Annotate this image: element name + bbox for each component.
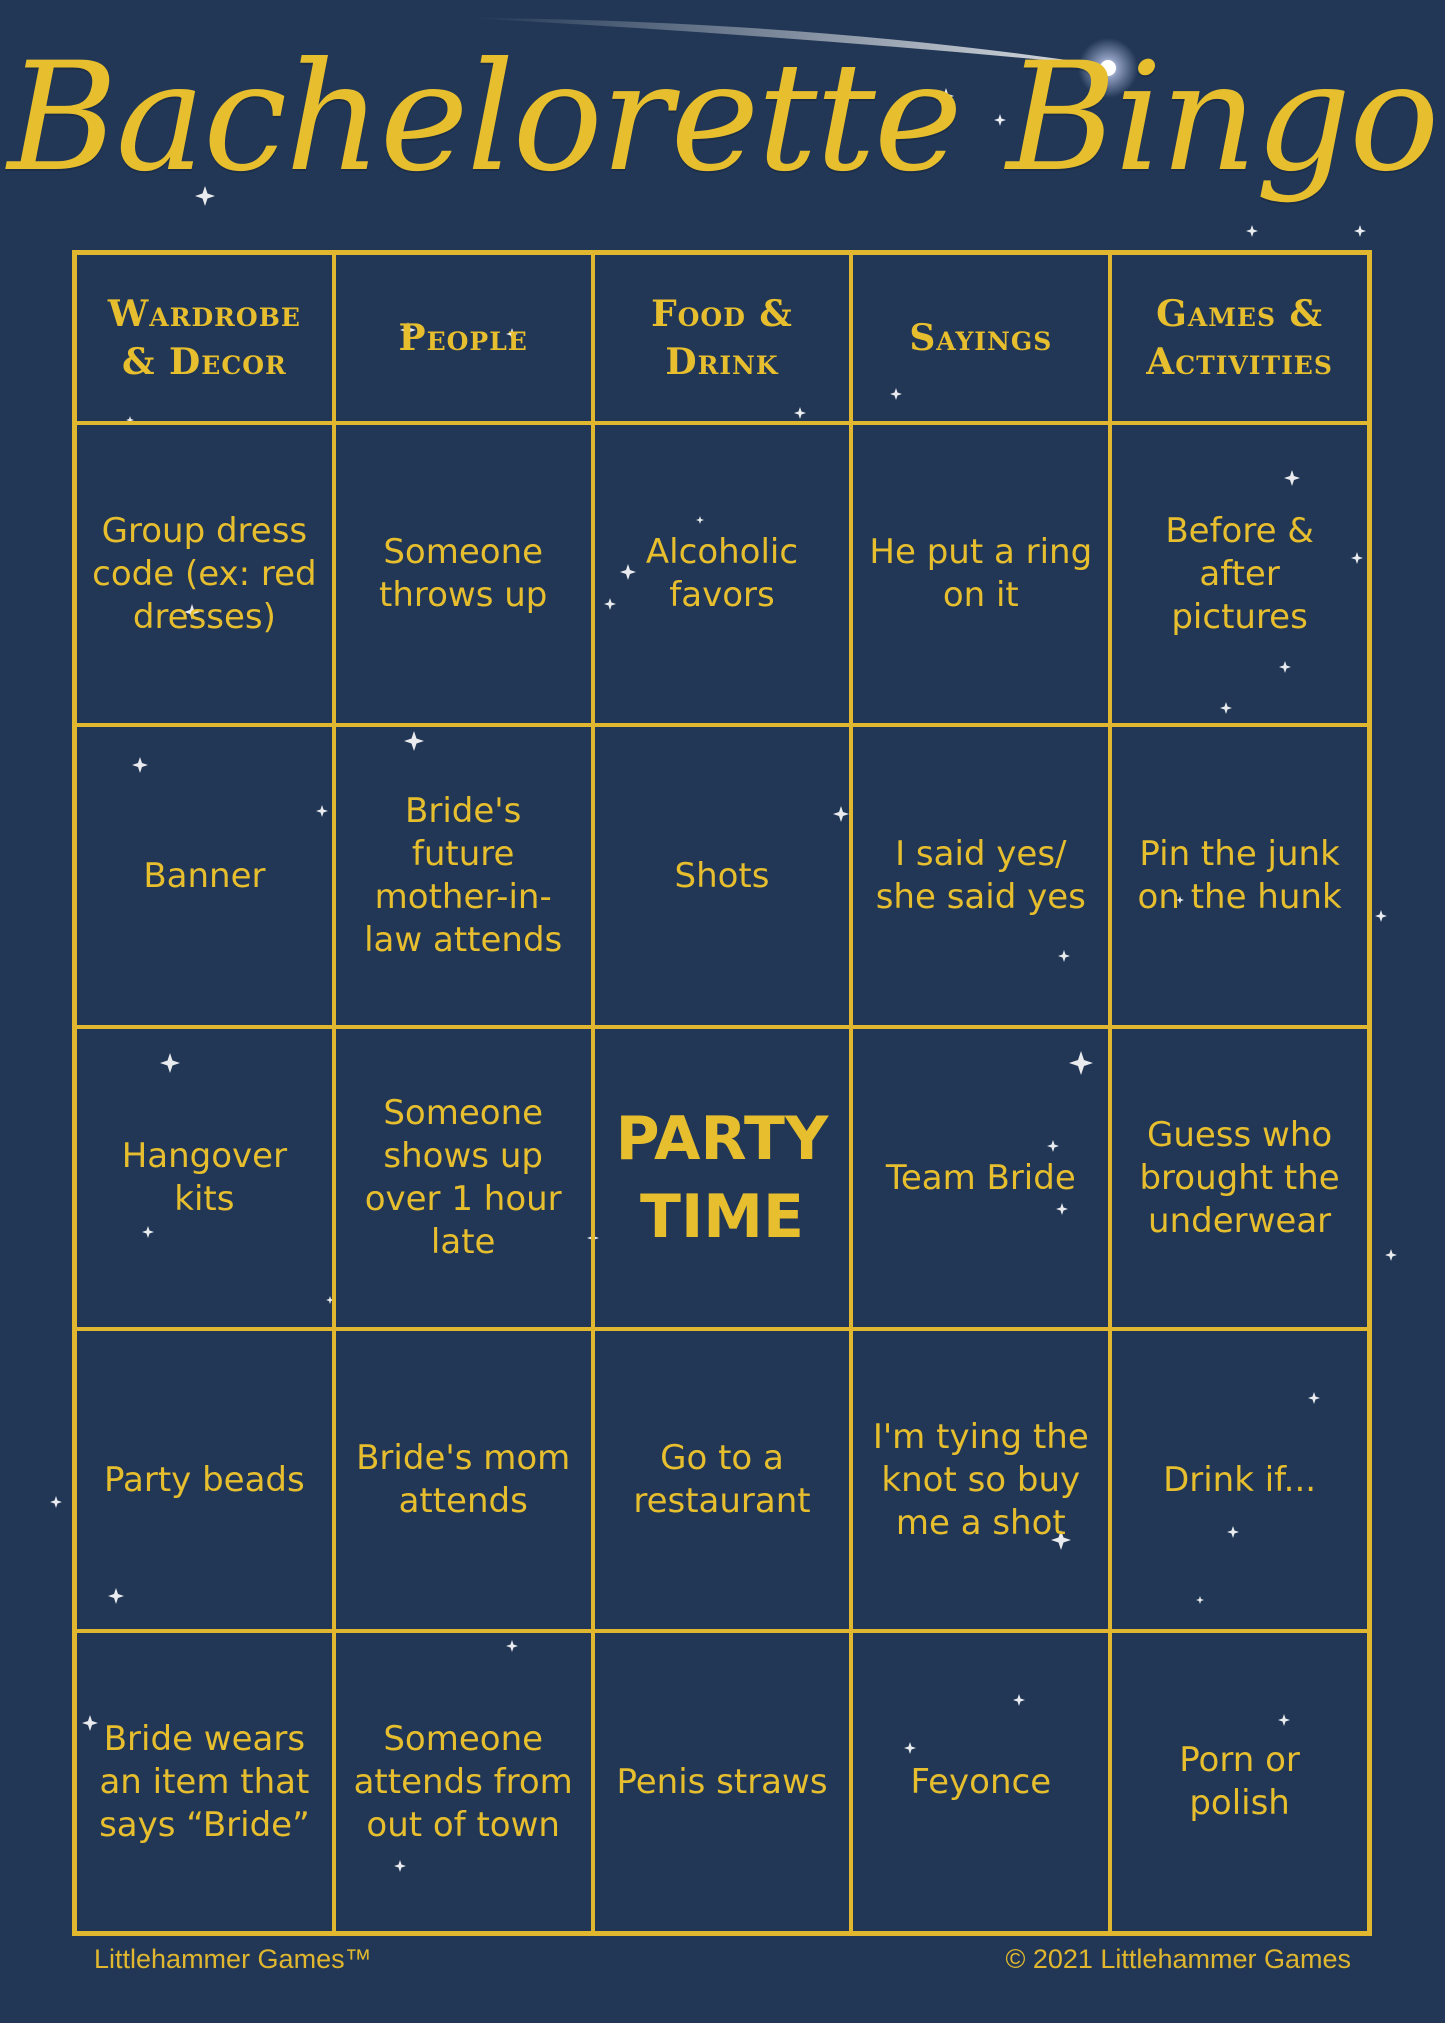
bingo-cell[interactable]: Go to a restaurant: [593, 1329, 852, 1631]
footer-brand: Littlehammer Games™: [94, 1944, 372, 1974]
star-icon: [1385, 1249, 1397, 1261]
bingo-cell[interactable]: He put a ring on it: [851, 423, 1110, 725]
bingo-cell[interactable]: I said yes/ she said yes: [851, 725, 1110, 1027]
bingo-board: [72, 250, 1372, 1936]
column-header: Wardrobe & Decor: [75, 253, 334, 423]
bingo-cell[interactable]: Bride wears an item that says “Bride”: [75, 1631, 334, 1933]
bingo-cell[interactable]: Porn or polish: [1110, 1631, 1369, 1933]
bingo-cell[interactable]: Shots: [593, 725, 852, 1027]
column-header: Food & Drink: [593, 253, 852, 423]
bingo-cell[interactable]: Hangover kits: [75, 1027, 334, 1329]
star-icon: [1375, 910, 1387, 922]
bingo-cell[interactable]: Someone shows up over 1 hour late: [334, 1027, 593, 1329]
bingo-cell[interactable]: Guess who brought the underwear: [1110, 1027, 1369, 1329]
bingo-cell[interactable]: Penis straws: [593, 1631, 852, 1933]
bingo-cell[interactable]: Bride's mom attends: [334, 1329, 593, 1631]
bingo-cell[interactable]: I'm tying the knot so buy me a shot: [851, 1329, 1110, 1631]
bingo-cell[interactable]: Alcoholic favors: [593, 423, 852, 725]
bingo-cell[interactable]: Drink if...: [1110, 1329, 1369, 1631]
star-icon: [50, 1496, 62, 1508]
bingo-cell[interactable]: Party beads: [75, 1329, 334, 1631]
column-header: Sayings: [851, 253, 1110, 423]
bingo-cell[interactable]: Someone attends from out of town: [334, 1631, 593, 1933]
bingo-cell[interactable]: Bride's future mother-in-law attends: [334, 725, 593, 1027]
page-title: Bachelorette Bingo: [7, 31, 1438, 205]
free-space-cell[interactable]: PARTY TIME: [593, 1027, 852, 1329]
column-header: Games & Activities: [1110, 253, 1369, 423]
bingo-cell[interactable]: Pin the junk on the hunk: [1110, 725, 1369, 1027]
bingo-cell[interactable]: Banner: [75, 725, 334, 1027]
bingo-cell[interactable]: Team Bride: [851, 1027, 1110, 1329]
bingo-cell[interactable]: Someone throws up: [334, 423, 593, 725]
bingo-cell[interactable]: Group dress code (ex: red dresses): [75, 423, 334, 725]
star-icon: [1246, 225, 1258, 237]
footer-copyright: © 2021 Littlehammer Games: [1005, 1944, 1351, 1974]
star-icon: [1354, 225, 1366, 237]
column-header: People: [334, 253, 593, 423]
bingo-cell[interactable]: Feyonce: [851, 1631, 1110, 1933]
bingo-cell[interactable]: Before & after pictures: [1110, 423, 1369, 725]
